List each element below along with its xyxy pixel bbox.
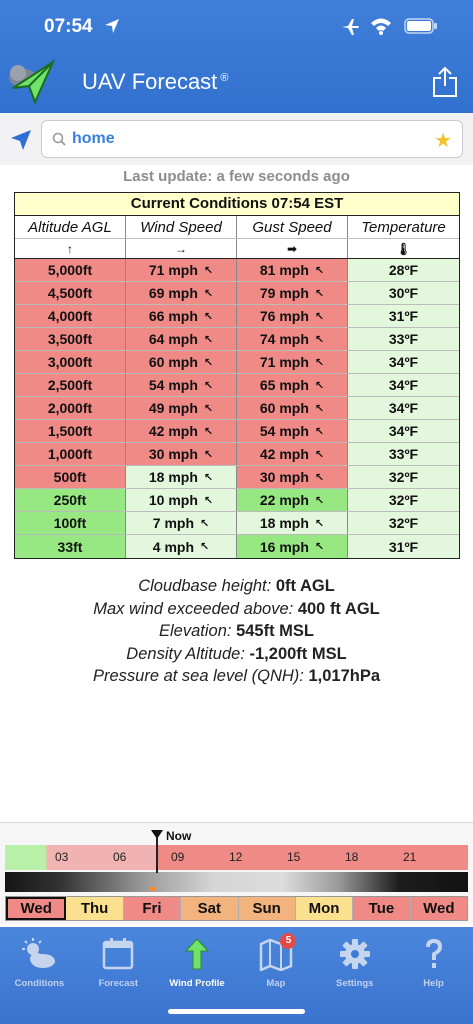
altitude-cell — [15, 328, 126, 350]
tab-label: Settings — [335, 978, 374, 989]
table-row — [15, 259, 459, 282]
temperature-cell — [348, 328, 459, 350]
gust-speed-cell-text: 54 mph — [259, 423, 309, 439]
day-mon[interactable]: Mon — [296, 897, 353, 920]
wind-direction-icon: ↖ — [200, 541, 210, 553]
wind-speed-cell-text: 49 mph — [148, 400, 198, 416]
density-altitude-line — [0, 645, 473, 668]
temperature-cell-text: 33ºF — [388, 331, 419, 347]
day-fri[interactable]: Fri — [124, 897, 181, 920]
wind-direction-icon: ↖ — [314, 379, 325, 392]
header-gust-speed: Gust Speed — [237, 216, 348, 238]
forecast-timeline[interactable] — [0, 822, 473, 924]
gust-speed-cell-text: 71 mph — [259, 354, 309, 370]
wind-speed-cell-text: 10 mph — [148, 492, 198, 508]
wind-direction-icon: ↖ — [203, 448, 214, 461]
app-logo-icon — [5, 56, 57, 108]
gust-speed-cell-text: 42 mph — [259, 446, 309, 462]
day-wed[interactable]: Wed — [6, 897, 66, 920]
wind-direction-icon: ↖ — [314, 494, 325, 507]
wind-speed-cell — [126, 535, 237, 558]
wind-direction-icon: ↖ — [203, 402, 214, 415]
gust-speed-cell — [237, 397, 348, 419]
table-row — [15, 305, 459, 328]
table-row — [15, 374, 459, 397]
altitude-cell — [15, 351, 126, 373]
app-title-text: UAV Forecast — [82, 69, 218, 94]
wind-direction-icon: ↖ — [314, 448, 325, 461]
gust-speed-cell — [237, 328, 348, 350]
sunrise-marker — [150, 887, 156, 891]
hour-label: 09 — [171, 850, 185, 864]
altitude-cell — [15, 305, 126, 327]
wind-speed-cell — [126, 259, 237, 281]
altitude-cell — [15, 535, 126, 558]
wind-direction-icon: ↖ — [200, 517, 210, 530]
wind-speed-cell-text: 30 mph — [148, 446, 198, 462]
hour-label: 21 — [403, 850, 417, 864]
table-row — [15, 282, 459, 305]
wind-speed-cell-text: 54 mph — [148, 377, 198, 393]
up-arrow-icon — [184, 937, 210, 971]
info-label: Pressure at sea level (QNH): — [92, 667, 304, 685]
battery-icon — [404, 18, 438, 34]
tab-label: Help — [423, 978, 444, 989]
temperature-cell — [348, 397, 459, 419]
share-icon[interactable] — [432, 66, 458, 98]
altitude-cell — [15, 443, 126, 465]
wind-direction-icon: ↖ — [203, 494, 214, 507]
info-value: 400 ft AGL — [297, 599, 380, 618]
tab-label: Wind Profile — [169, 978, 225, 989]
cloudbase-line — [0, 577, 473, 600]
gust-speed-cell — [237, 512, 348, 534]
info-label: Elevation: — [159, 622, 232, 640]
daylight-strip — [5, 872, 468, 892]
wind-direction-icon: ↖ — [314, 402, 325, 415]
tab-label: Map — [266, 978, 286, 989]
day-tue[interactable]: Tue — [353, 897, 410, 920]
gust-speed-cell — [237, 489, 348, 511]
altitude-arrow-icon: ↑ — [15, 239, 126, 258]
wind-arrow-icon: → — [126, 239, 237, 258]
current-location-icon[interactable] — [9, 128, 33, 152]
temperature-cell — [348, 259, 459, 281]
now-line — [156, 837, 158, 873]
wind-direction-icon: ↖ — [203, 310, 214, 323]
search-value: home — [72, 130, 115, 147]
wifi-icon — [370, 17, 392, 35]
tab-help[interactable] — [394, 927, 473, 1024]
table-row — [15, 466, 459, 489]
wind-speed-cell — [126, 443, 237, 465]
tab-label: Forecast — [98, 978, 139, 989]
wind-direction-icon: ↖ — [203, 356, 214, 369]
day-thu[interactable]: Thu — [66, 897, 123, 920]
table-row — [15, 489, 459, 512]
gust-speed-cell — [237, 466, 348, 488]
temperature-cell-text: 34ºF — [388, 354, 419, 370]
gust-speed-cell-text: 76 mph — [259, 308, 309, 324]
favorite-star-icon[interactable]: ★ — [434, 130, 452, 152]
location-arrow-icon — [104, 18, 120, 34]
wind-direction-icon: ↖ — [314, 425, 325, 438]
tab-conditions[interactable] — [0, 927, 79, 1024]
altitude-cell-text: 4,000ft — [47, 308, 93, 324]
gust-speed-cell-text: 79 mph — [259, 285, 309, 301]
temperature-cell — [348, 443, 459, 465]
table-header-row — [15, 216, 459, 239]
wind-direction-icon: ↖ — [314, 310, 325, 323]
gust-speed-cell — [237, 443, 348, 465]
table-row — [15, 443, 459, 466]
temperature-cell — [348, 374, 459, 396]
hour-label: 12 — [229, 850, 243, 864]
altitude-cell-text: 33ft — [57, 538, 83, 555]
calendar-icon — [102, 937, 134, 971]
table-row — [15, 397, 459, 420]
gust-speed-cell-text: 30 mph — [259, 469, 309, 485]
gust-speed-cell — [237, 374, 348, 396]
wind-direction-icon: ↖ — [203, 471, 214, 484]
wind-direction-icon: ↖ — [203, 333, 214, 346]
wind-direction-icon: ↖ — [314, 333, 325, 346]
temperature-cell-text: 32ºF — [388, 492, 419, 508]
wind-speed-cell — [126, 512, 237, 534]
temperature-cell — [348, 512, 459, 534]
info-value: -1,200ft MSL — [249, 644, 347, 663]
header-temperature: Temperature — [361, 218, 446, 236]
wind-direction-icon: ↖ — [314, 356, 325, 369]
altitude-cell-text: 4,500ft — [47, 285, 93, 301]
header-wind-speed: Wind Speed — [126, 216, 237, 238]
gust-speed-cell — [237, 259, 348, 281]
temperature-cell-text: 33ºF — [388, 446, 419, 462]
gust-speed-cell-text: 65 mph — [259, 377, 309, 393]
table-icon-row — [15, 239, 459, 259]
hour-label: 06 — [113, 850, 127, 864]
app-title — [82, 69, 228, 95]
wind-direction-icon: ↖ — [314, 264, 325, 277]
hourly-flyability-bar[interactable] — [5, 845, 468, 870]
last-update-text: Last update: a few seconds ago — [123, 168, 350, 185]
temperature-cell — [348, 489, 459, 511]
gust-speed-cell — [237, 282, 348, 304]
table-row — [15, 328, 459, 351]
wind-direction-icon: ↖ — [314, 471, 325, 484]
wind-speed-cell-text: 7 mph — [152, 515, 194, 531]
table-body — [15, 259, 459, 558]
wind-speed-cell-text: 42 mph — [148, 423, 198, 439]
info-label: Density Altitude: — [126, 644, 245, 663]
status-bar — [0, 0, 473, 54]
temperature-cell — [348, 305, 459, 327]
thermometer-icon: 🌡 — [395, 241, 412, 256]
gust-speed-cell — [237, 305, 348, 327]
wind-speed-cell-text: 4 mph — [152, 538, 194, 555]
question-icon — [422, 937, 446, 971]
table-row — [15, 512, 459, 535]
day-selector — [5, 896, 468, 921]
altitude-cell-text: 2,500ft — [47, 377, 93, 393]
table-row — [15, 351, 459, 374]
temperature-cell-text: 32ºF — [388, 469, 419, 485]
info-label: Max wind exceeded above: — [93, 599, 294, 618]
search-icon — [52, 132, 66, 146]
pressure-line — [0, 667, 473, 690]
wind-speed-cell — [126, 489, 237, 511]
gust-speed-cell-text: 60 mph — [259, 400, 309, 416]
wind-speed-cell — [126, 305, 237, 327]
altitude-cell-text: 100ft — [53, 515, 87, 531]
altitude-cell — [15, 259, 126, 281]
cloud-sun-icon — [21, 937, 57, 971]
altitude-cell-text: 500ft — [53, 469, 87, 485]
wind-speed-cell-text: 69 mph — [148, 285, 198, 301]
gust-speed-cell-text: 81 mph — [259, 262, 309, 278]
table-row — [15, 535, 459, 558]
temperature-cell-text: 34ºF — [388, 377, 419, 393]
temperature-cell — [348, 420, 459, 442]
map-badge: 5 — [280, 933, 296, 949]
temperature-cell — [348, 535, 459, 558]
temperature-cell — [348, 466, 459, 488]
temperature-cell — [348, 282, 459, 304]
header-altitude: Altitude AGL — [15, 216, 126, 238]
table-row — [15, 420, 459, 443]
wind-speed-cell — [126, 282, 237, 304]
hour-label: 18 — [345, 850, 359, 864]
altitude-cell — [15, 512, 126, 534]
app-header — [0, 0, 473, 113]
wind-speed-cell-text: 71 mph — [148, 262, 198, 278]
day-wed[interactable]: Wed — [411, 897, 467, 920]
day-sat[interactable]: Sat — [181, 897, 238, 920]
altitude-cell — [15, 397, 126, 419]
temperature-cell — [348, 351, 459, 373]
day-sun[interactable]: Sun — [239, 897, 296, 920]
wind-direction-icon: ↖ — [203, 264, 214, 277]
altitude-cell — [15, 466, 126, 488]
info-section — [0, 577, 473, 690]
gust-speed-cell — [237, 420, 348, 442]
wind-direction-icon: ↖ — [314, 517, 325, 530]
elevation-line — [0, 622, 473, 645]
altitude-cell-text: 1,500ft — [47, 423, 93, 439]
wind-speed-cell — [126, 420, 237, 442]
temperature-cell-text: 32ºF — [388, 515, 419, 531]
hour-label: 03 — [55, 850, 69, 864]
registered-mark: ® — [220, 71, 229, 84]
wind-speed-cell — [126, 397, 237, 419]
wind-direction-icon: ↖ — [314, 287, 325, 300]
tab-label: Conditions — [14, 978, 65, 989]
tab-settings[interactable] — [315, 927, 394, 1024]
info-value: 0ft AGL — [275, 577, 335, 595]
now-label: Now — [166, 829, 192, 843]
altitude-cell-text: 3,500ft — [47, 331, 93, 347]
wind-speed-cell — [126, 466, 237, 488]
max-wind-line — [0, 600, 473, 623]
wind-speed-cell — [126, 328, 237, 350]
wind-speed-cell-text: 64 mph — [148, 331, 198, 347]
tab-forecast[interactable] — [79, 927, 158, 1024]
wind-speed-cell — [126, 374, 237, 396]
location-search-row — [0, 113, 473, 165]
altitude-cell — [15, 420, 126, 442]
temperature-cell-text: 34ºF — [388, 423, 419, 439]
temperature-cell-text: 34ºF — [388, 400, 419, 416]
wind-speed-cell-text: 60 mph — [148, 354, 198, 370]
gust-speed-cell-text: 22 mph — [259, 492, 309, 508]
status-time: 07:54 — [44, 16, 93, 37]
altitude-cell — [15, 374, 126, 396]
info-value: 545ft MSL — [236, 622, 314, 640]
altitude-cell — [15, 489, 126, 511]
temperature-cell-text: 28ºF — [388, 262, 419, 278]
altitude-cell-text: 250ft — [53, 492, 87, 508]
wind-direction-icon: ↖ — [203, 425, 214, 438]
home-indicator[interactable] — [168, 1009, 305, 1014]
info-value: 1,017hPa — [308, 667, 381, 685]
info-label: Cloudbase height: — [138, 577, 272, 595]
altitude-cell-text: 3,000ft — [47, 354, 93, 370]
gust-speed-cell — [237, 351, 348, 373]
wind-speed-cell-text: 66 mph — [148, 308, 198, 324]
gust-speed-cell-text: 74 mph — [259, 331, 309, 347]
gust-speed-cell-text: 18 mph — [259, 515, 309, 531]
gust-arrow-icon: ➡ — [237, 239, 348, 258]
gust-speed-cell — [237, 535, 348, 558]
altitude-cell-text: 2,000ft — [47, 400, 93, 416]
location-search-input[interactable] — [41, 120, 463, 158]
wind-speed-cell-text: 18 mph — [148, 469, 198, 485]
airplane-icon — [340, 18, 360, 36]
wind-speed-cell — [126, 351, 237, 373]
gust-speed-cell-text: 16 mph — [259, 538, 309, 555]
altitude-cell-text: 5,000ft — [47, 262, 93, 278]
temperature-cell-text: 31ºF — [388, 308, 419, 324]
wind-direction-icon: ↖ — [314, 541, 325, 553]
altitude-cell-text: 1,000ft — [47, 446, 93, 462]
hour-label: 15 — [287, 850, 301, 864]
temperature-cell-text: 31ºF — [388, 538, 419, 555]
wind-direction-icon: ↖ — [203, 287, 214, 300]
gear-icon — [339, 937, 371, 971]
temperature-cell-text: 30ºF — [388, 285, 419, 301]
altitude-cell — [15, 282, 126, 304]
table-title: Current Conditions 07:54 EST — [15, 193, 459, 216]
wind-direction-icon: ↖ — [203, 379, 214, 392]
conditions-table — [14, 192, 460, 559]
